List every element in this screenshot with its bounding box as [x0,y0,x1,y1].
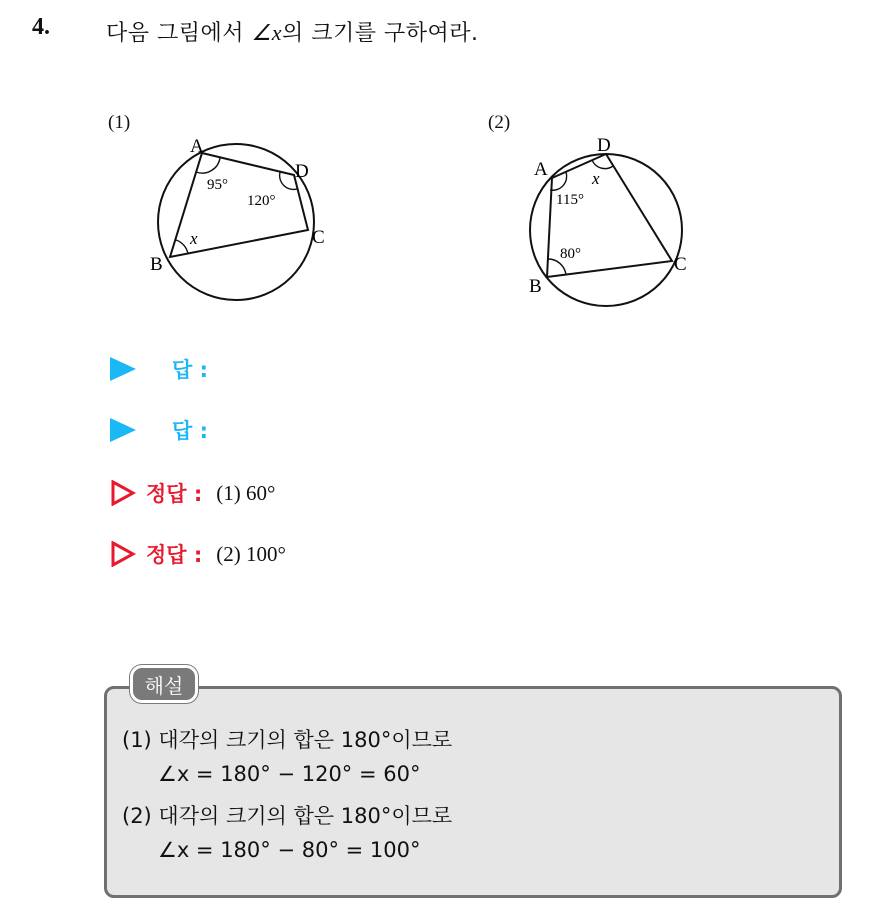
solution-label: 정답 : [146,482,203,506]
figure-1-point-d: D [295,161,309,182]
answer-label: 답 : [172,358,208,382]
figure-2-diagram [520,128,720,328]
figure-1-point-b: B [150,254,163,275]
question-number: 4. [32,14,50,40]
solution-label: 정답 : [146,543,203,567]
figure-1-diagram [140,128,360,328]
figure-1-arc-b [176,240,188,254]
explanation-line-1: (1) 대각의 크기의 합은 180°이므로 [122,728,453,752]
solution-value: (1) 60° [216,480,276,505]
figure-2-point-b: B [529,276,542,297]
figure-2-angle-d: x [592,169,600,188]
solution-value: (2) 100° [216,541,286,566]
angle-symbol: ∠x [251,20,282,45]
answer-row-2 [110,413,208,447]
question-text [106,16,479,47]
figure-2-point-a: A [534,159,548,180]
figure-1-angle-b: x [190,229,198,248]
explanation-tab: 해설 [130,665,198,703]
figure-2-point-c: C [674,254,687,275]
outline-triangle-icon [110,480,136,506]
explanation-line-4: ∠x = 180° − 80° = 100° [158,838,421,862]
figure-2-angle-b: 80° [560,246,581,262]
explanation-box [104,686,842,898]
figure-2-angle-a: 115° [556,192,584,208]
figure-1-label: (1) [108,112,131,133]
play-triangle-icon [110,357,136,381]
solution-row-1 [110,476,275,510]
outline-triangle-icon [110,541,136,567]
solution-row-2 [110,537,286,571]
answer-row-1 [110,352,208,386]
question-text-after: 의 크기를 구하여라. [282,21,479,46]
figure-1-point-c: C [312,227,325,248]
figure-2-point-d: D [597,135,611,156]
figure-2-label: (2) [488,112,511,133]
answer-label: 답 : [172,419,208,443]
question-text-before: 다음 그림에서 [106,21,252,46]
explanation-line-3: (2) 대각의 크기의 합은 180°이므로 [122,804,453,828]
figure-1-point-a: A [190,136,204,157]
explanation-line-2: ∠x = 180° − 120° = 60° [158,762,421,786]
figure-1-angle-d: 120° [247,193,276,209]
play-triangle-icon [110,418,136,442]
figure-1-angle-a: 95° [207,177,228,193]
